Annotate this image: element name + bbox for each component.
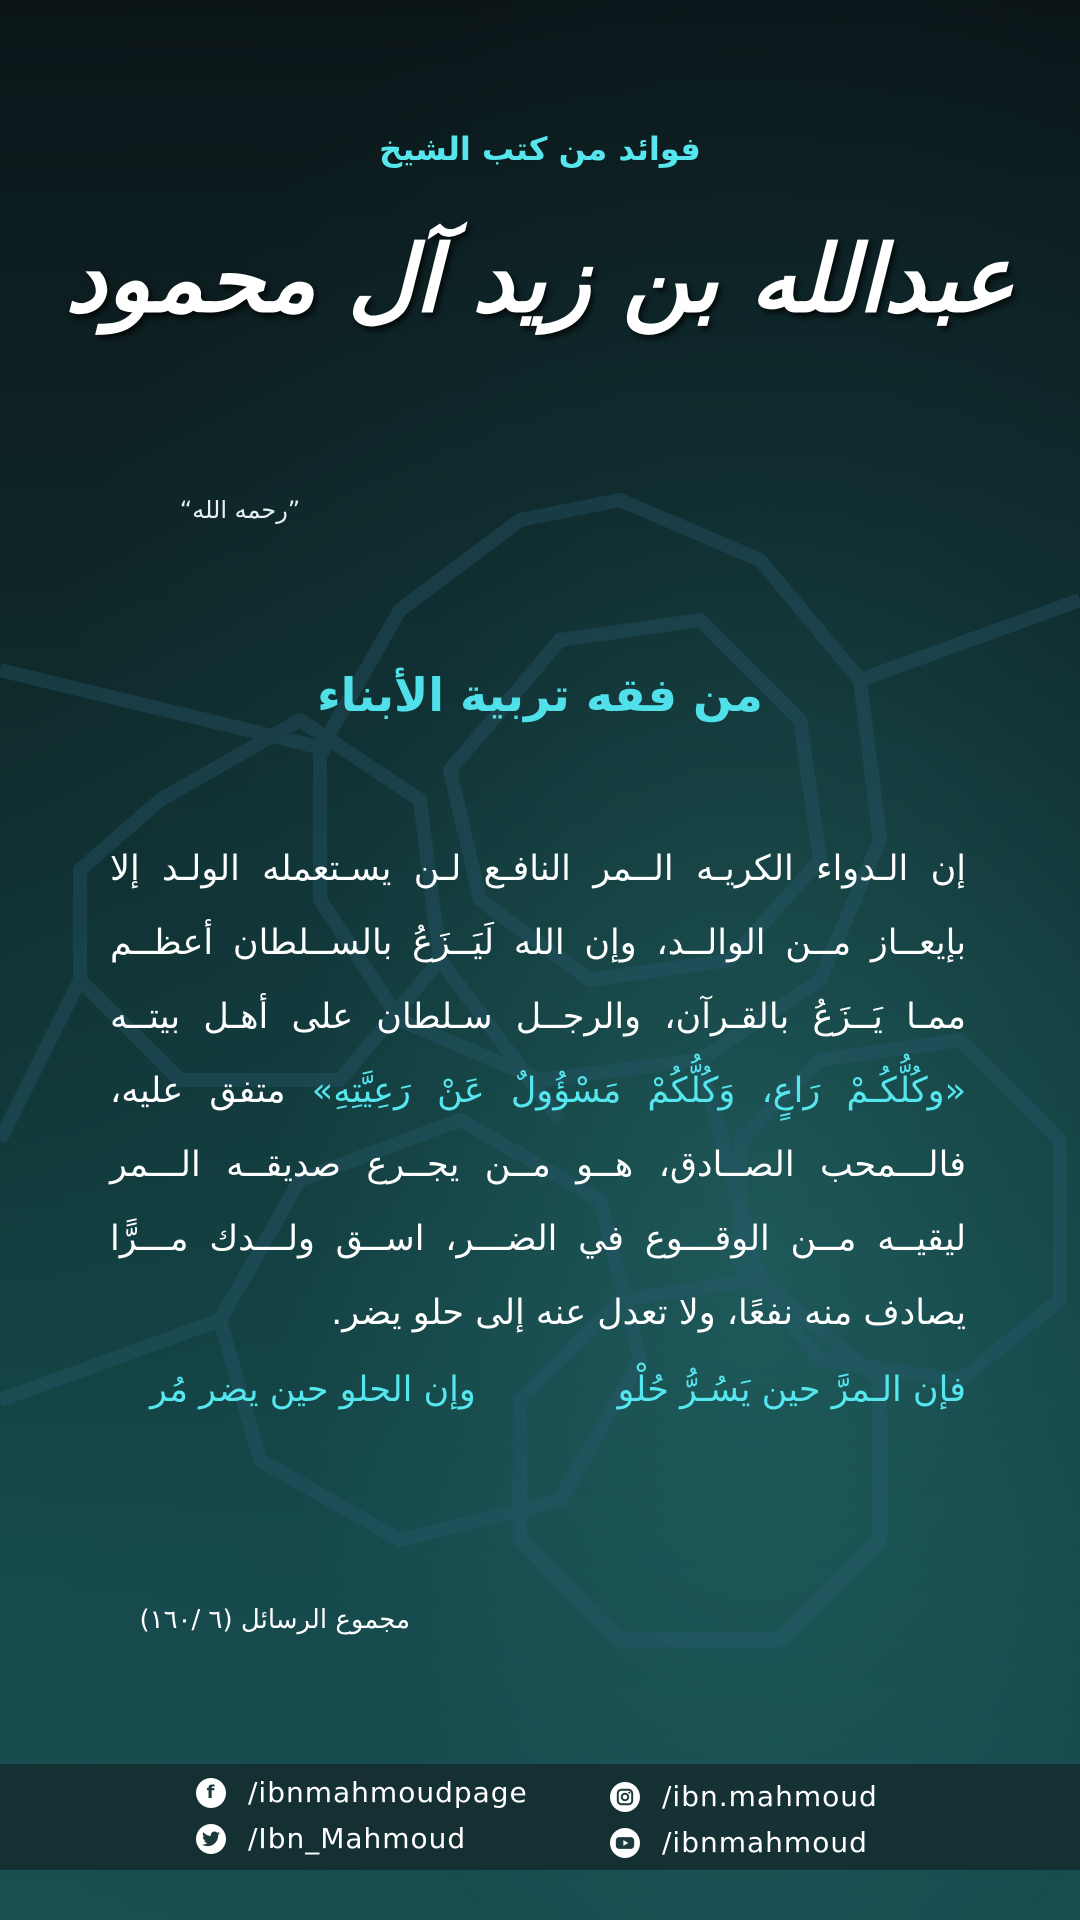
- twitter-icon: [196, 1824, 226, 1854]
- sheikh-name-calligraphy: عبدالله بن زيد آل محمود: [65, 225, 1015, 333]
- instagram-icon: [610, 1782, 640, 1812]
- body-line: ممـا يَــزَعُ بالقـرآن، والرجــل سـلطان على أهـل بيتــه: [110, 997, 966, 1037]
- hadith-quote: «وكُلُّكُـمْ رَاعٍ، وَكُلُّكُمْ مَسْؤُولٌ عَنْ رَعِيَّتِهِ»: [311, 1071, 966, 1111]
- twitter-handle: /Ibn_Mahmoud: [248, 1822, 467, 1855]
- instagram-handle: /ibn.mahmoud: [662, 1780, 878, 1813]
- article-body: [110, 832, 966, 1350]
- youtube-icon: [610, 1828, 640, 1858]
- verse-first-hemistich: فإن الـمرَّ حين يَسُـرُّ حُلْو: [617, 1370, 966, 1410]
- facebook-link[interactable]: [196, 1776, 528, 1809]
- twitter-link[interactable]: [196, 1822, 466, 1855]
- poetry-verse: [150, 1370, 966, 1410]
- youtube-link[interactable]: [610, 1826, 868, 1859]
- verse-second-hemistich: وإن الحلو حين يضر مُر: [150, 1370, 476, 1410]
- source-citation: مجموع الرسائل (٦ /١٦٠): [139, 1605, 410, 1635]
- youtube-handle: /ibnmahmoud: [662, 1826, 868, 1859]
- body-line: إن الـدواء الكريـه الــمر النافـع لـن يسـتعمله الولـد إلا: [110, 849, 966, 889]
- facebook-icon: f: [196, 1778, 226, 1808]
- body-line: ليقيــه مــن الوقـــوع في الضـــر، اســق ولـــدك مـــرًّا: [110, 1219, 966, 1259]
- honorific: ”رحمه الله“: [179, 496, 301, 524]
- body-line: فالـــمحب الصــادق، هــو مــن يجــرع صديقــه الـــمر: [110, 1145, 966, 1185]
- facebook-handle: /ibnmahmoudpage: [248, 1776, 528, 1809]
- instagram-link[interactable]: [610, 1780, 878, 1813]
- body-line: يصادف منه نفعًا، ولا تعدل عنه إلى حلو يضر.: [331, 1293, 966, 1333]
- body-line: بإيعــاز مــن الوالــد، وإن الله لَيَــزَعُ بالســلطان أعظــم: [110, 923, 966, 963]
- hadith-attribution: متفق عليه،: [110, 1071, 286, 1111]
- article-title: من فقه تربية الأبناء: [317, 668, 763, 722]
- body-line-with-hadith: [110, 1054, 966, 1128]
- subtitle: فوائد من كتب الشيخ: [379, 130, 701, 168]
- social-footer: [0, 1764, 1080, 1870]
